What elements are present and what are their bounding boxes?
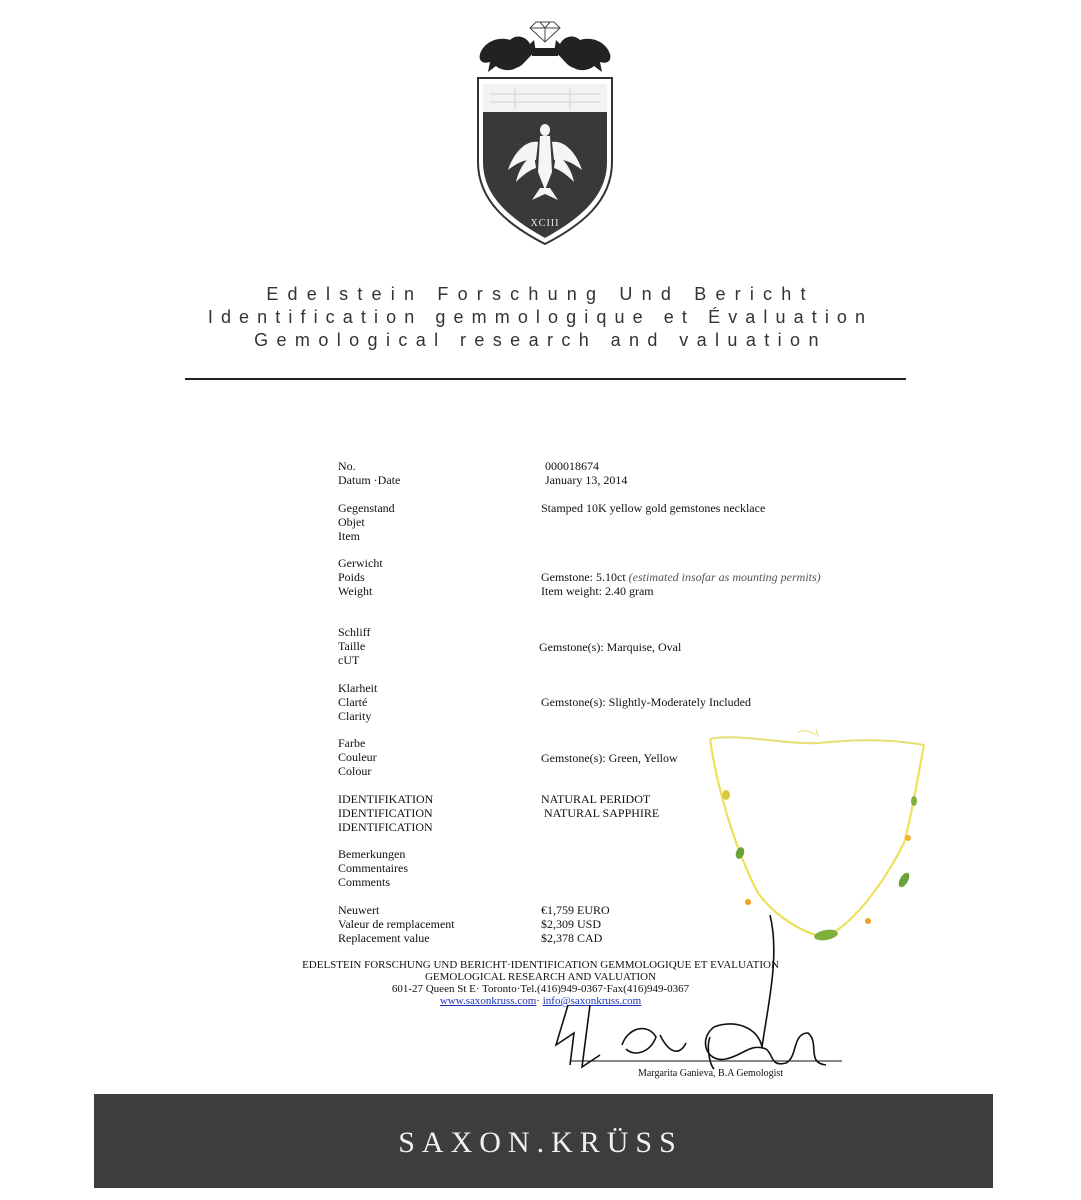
clarity-label-fr: Clarté [338, 695, 368, 709]
no-value: 000018674 [545, 459, 599, 473]
crest-logo [470, 12, 620, 250]
value-usd: $2,309 USD [541, 917, 602, 931]
value-label-fr: Valeur de remplacement [338, 917, 455, 931]
signature-caption: Margarita Ganieva, B.A Gemologist [638, 1068, 784, 1079]
ident-label-de: IDENTIFIKATION [338, 792, 434, 806]
item-label-de: Gegenstand [338, 501, 395, 515]
ident-value-peridot: NATURAL PERIDOT [541, 792, 651, 806]
clarity-label-de: Klarheit [338, 681, 378, 695]
remarks-label-en: Comments [338, 875, 391, 889]
diamond-icon [530, 22, 560, 42]
value-label-en: Replacement value [338, 931, 430, 945]
date-label: Datum ·Date [338, 473, 401, 487]
brand-name: SAXON.KRÜSS [398, 1126, 683, 1159]
cut-label-fr: Taille [338, 639, 366, 653]
item-label-fr: Objet [338, 515, 365, 529]
colour-label-fr: Couleur [338, 750, 377, 764]
footer-links: www.saxonkruss.com· info@saxonkruss.com [439, 995, 642, 1007]
colour-label-en: Colour [338, 764, 372, 778]
ident-value-sapphire: NATURAL SAPPHIRE [544, 806, 660, 820]
weight-label-fr: Poids [338, 570, 365, 584]
colour-label-de: Farbe [338, 736, 366, 750]
cut-label-de: Schliff [338, 625, 371, 639]
cut-label-en: cUT [338, 653, 360, 667]
clarity-label-en: Clarity [338, 709, 372, 723]
item-value: Stamped 10K yellow gold gemstones necklace [541, 501, 766, 515]
website-link[interactable]: www.saxonkruss.com [439, 995, 537, 1007]
colour-value: Gemstone(s): Green, Yellow [541, 751, 678, 765]
remarks-label-de: Bemerkungen [338, 847, 406, 861]
ident-label-en: IDENTIFICATION [338, 820, 433, 834]
item-label-en: Item [338, 529, 360, 543]
footer-line-2: GEMOLOGICAL RESEARCH AND VALUATION [424, 971, 657, 983]
email-link[interactable]: info@saxonkruss.com [542, 995, 642, 1007]
weight-label-en: Weight [338, 584, 373, 598]
weight-gemstone: Gemstone: 5.10ct [541, 570, 626, 584]
weight-note: (estimated insofar as mounting permits) [628, 570, 821, 584]
header-line-de: Edelstein Forschung Und Bericht [266, 284, 815, 304]
header-divider [185, 378, 906, 380]
header-line-en: Gemological research and valuation [254, 330, 827, 350]
header-line-fr: Identification gemmologique et Évaluation [207, 307, 874, 327]
clarity-value: Gemstone(s): Slightly-Moderately Included [541, 695, 751, 709]
cut-value: Gemstone(s): Marquise, Oval [539, 640, 682, 654]
ident-label-fr: IDENTIFICATION [338, 806, 433, 820]
date-value: January 13, 2014 [545, 473, 628, 487]
crest-motto: XCIII [530, 218, 560, 229]
remarks-label-fr: Commentaires [338, 861, 408, 875]
no-label: No. [338, 459, 356, 473]
value-label-de: Neuwert [338, 903, 380, 917]
value-cad: $2,378 CAD [541, 931, 603, 945]
weight-item-value: Item weight: 2.40 gram [541, 584, 654, 598]
value-eur: €1,759 EURO [541, 903, 610, 917]
signature [530, 915, 850, 1075]
footer-line-1: EDELSTEIN FORSCHUNG UND BERICHT·IDENTIFICATION GEMMOLOGIQUE ET EVALUATION [302, 959, 779, 971]
footer-line-3: 601-27 Queen St E· Toronto·Tel.(416)949-0367·Fax(416)949-0367 [391, 983, 690, 995]
weight-label-de: Gerwicht [338, 556, 383, 570]
weight-gemstone-value [541, 570, 821, 584]
